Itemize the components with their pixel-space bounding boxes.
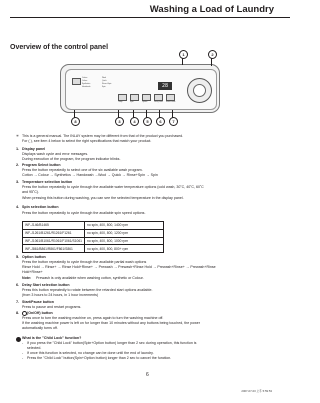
- item-7-line-1: Press to pause and restart programs.: [22, 305, 82, 309]
- option-note-text: Prewash is only available when washing cotton, synthetic or Colour.: [36, 276, 144, 280]
- callout-5: 5: [143, 117, 152, 126]
- table-cell-speeds: no spin, 400, 800, 800+ rpm: [85, 245, 164, 253]
- delay-start-label: Delay Start: [154, 101, 163, 103]
- program-label-handwash: Handwash: [82, 86, 91, 88]
- program-label-synthetics: Synthetics: [82, 83, 91, 85]
- item-5-line-2: Rinse Hold → Rinse+ → Rinse Hold+Rinse+ → Prewash → Prewash+Rinse Hold → Prewash+Rinse+ → Prewash+Rinse: [22, 265, 216, 269]
- callout-7: 7: [169, 117, 178, 126]
- temp-button: [118, 94, 127, 101]
- item-7-title: Start/Pause button: [22, 300, 54, 304]
- child-lock-dash-2: -: [22, 351, 24, 355]
- item-2-line-1: Press the button repeatedly to select one of the six available wash program.: [22, 168, 143, 172]
- item-5-line-1: Press the button repeatedly to cycle through the available partial wash options: [22, 260, 147, 264]
- spin-speed-table: [22, 221, 164, 253]
- header-rule: [10, 17, 290, 18]
- start-pause-label: Start/Pause: [166, 101, 176, 103]
- item-3-line-3: When pressing this button during washing, you can see the selected temperature in the display panel.: [22, 196, 184, 200]
- callout-8: 8: [71, 117, 80, 126]
- item-1-title: Display panel: [22, 147, 46, 151]
- page-number: 6: [146, 372, 149, 378]
- option-label: Option: [142, 101, 148, 103]
- child-lock-dash-3: -: [22, 356, 24, 360]
- child-lock-line-1: If you press the "Child Lock" button(Spin+Option button) longer than 2 sec during operation, this function is: [27, 341, 197, 345]
- item-2-title: Program Select button: [22, 163, 61, 167]
- temp-label: Temp: [118, 101, 123, 103]
- item-1-line-2: During execution of the program, the program indicator blinks.: [22, 157, 121, 161]
- table-row: [23, 229, 164, 237]
- page-header-title: Washing a Load of Laundry: [149, 4, 274, 15]
- item-5-number: 5.: [16, 255, 20, 259]
- item-4-line-1: Press the button repeatedly to cycle through the available spin speed options.: [22, 211, 146, 215]
- program-label-colour: Colour: [82, 80, 88, 82]
- item-2-line-2: Cotton → Colour → Synthetics → Handwash →Wool → Quick → Rinse+Spin → Spin: [22, 173, 158, 177]
- item-8-line-2: If the washing machine power is left on for longer than 10 minutes without any buttons being touched, the power: [22, 321, 200, 325]
- intro-line-1: This is a general manual. The INLAY system may be different from that of the product you purchased.: [22, 134, 184, 138]
- option-button: [142, 94, 151, 101]
- spin-label: Spin: [130, 101, 134, 103]
- item-8-number: 8.: [16, 311, 20, 315]
- intro-line-2: For ( ), see item 4 below to select the right specifications that match your product.: [22, 139, 152, 143]
- print-footer: 2007-07-03 오후 5:59:53: [241, 389, 272, 393]
- program-label-rinse-spin: Rinse+Spin: [102, 83, 112, 85]
- program-led: [72, 78, 81, 85]
- item-5-title: Option button: [22, 255, 46, 259]
- child-lock-dash-1: -: [22, 341, 24, 345]
- callout-4: 4: [130, 117, 139, 126]
- intro-glyph: ✳: [16, 134, 20, 138]
- table-row: [23, 222, 164, 230]
- program-label-wool: Wool: [102, 77, 107, 79]
- child-lock-title: What is the "Child Lock" function?: [22, 336, 82, 340]
- item-1-number: 1.: [16, 147, 20, 151]
- table-cell-speeds: no spin, 400, 800, 1000 rpm: [85, 237, 164, 245]
- item-3-title: Temperature selection button: [22, 180, 73, 184]
- section-title: Overview of the control panel: [10, 44, 109, 51]
- program-label-cotton: Cotton: [82, 77, 88, 79]
- control-panel-illustration: [60, 64, 220, 113]
- child-lock-line-3: If once this function is selected, no change can be done until the end of laundry.: [27, 351, 154, 355]
- program-label-quick: Quick: [102, 80, 107, 82]
- item-3-line-2: and 95˚C).: [22, 190, 39, 194]
- callout-6: 6: [156, 117, 165, 126]
- item-3-line-1: Press the button repeatedly to cycle through the available water temperature options (cold wash, 30˚C, 40˚C, 60˚C: [22, 185, 204, 189]
- child-lock-line-4: Press the "Child Lock" button(Spin+Option button) longer than 2 sec to cancel the function.: [27, 356, 172, 360]
- item-1-line-1: Displays wash cycle and error messages.: [22, 152, 89, 156]
- child-lock-line-2: selected.: [27, 346, 42, 350]
- table-cell-model: WF-J861/B861/R861/F861/S861: [23, 245, 85, 253]
- spin-button: [130, 94, 139, 101]
- callout-3: 3: [115, 117, 124, 126]
- item-2-number: 2.: [16, 163, 20, 167]
- control-panel-face: [65, 69, 217, 110]
- item-6-line-1: Press this button repeatedly to rotate between the retarded start options available.: [22, 288, 153, 292]
- program-label-spin: Spin: [102, 86, 106, 88]
- item-3-number: 3.: [16, 180, 20, 184]
- table-cell-model: WF-J146/B1465: [23, 222, 85, 230]
- callout-2: 2: [208, 50, 217, 59]
- start-pause-button: [166, 94, 175, 101]
- item-7-number: 7.: [16, 300, 20, 304]
- item-4-number: 4.: [16, 205, 20, 209]
- item-8-line-1: Press once to turn the washing machine on, press again to turn the washing machine off.: [22, 316, 164, 320]
- program-dial-center: [193, 84, 206, 97]
- table-cell-model: WF-J1261/B1261/R1261/F1261: [23, 229, 85, 237]
- delay-start-button: [154, 94, 163, 101]
- table-row: [23, 237, 164, 245]
- callout-1: 1: [179, 50, 188, 59]
- table-cell-speeds: no spin, 400, 800, 1400 rpm: [85, 222, 164, 230]
- bullet-icon: [16, 337, 21, 342]
- item-4-title: Spin selection button: [22, 205, 59, 209]
- table-row: [23, 245, 164, 253]
- item-5-line-3: Hold+Rinse+: [22, 270, 43, 274]
- display-panel: 28: [158, 82, 172, 90]
- item-6-number: 6.: [16, 283, 20, 287]
- item-8-line-3: automatically turns off.: [22, 326, 58, 330]
- option-note-label: Note:: [22, 276, 32, 280]
- table-cell-model: WF-J1061/B1061/R1061/F1061/S1061: [23, 237, 85, 245]
- item-8-title: (On/Off) button: [27, 311, 53, 315]
- item-6-line-2: (from 3 hours to 24 hours, in 1 hour increments): [22, 293, 99, 297]
- program-dial: [187, 78, 212, 103]
- table-cell-speeds: no spin, 400, 800, 1200 rpm: [85, 229, 164, 237]
- item-6-title: Delay Start selection button: [22, 283, 70, 287]
